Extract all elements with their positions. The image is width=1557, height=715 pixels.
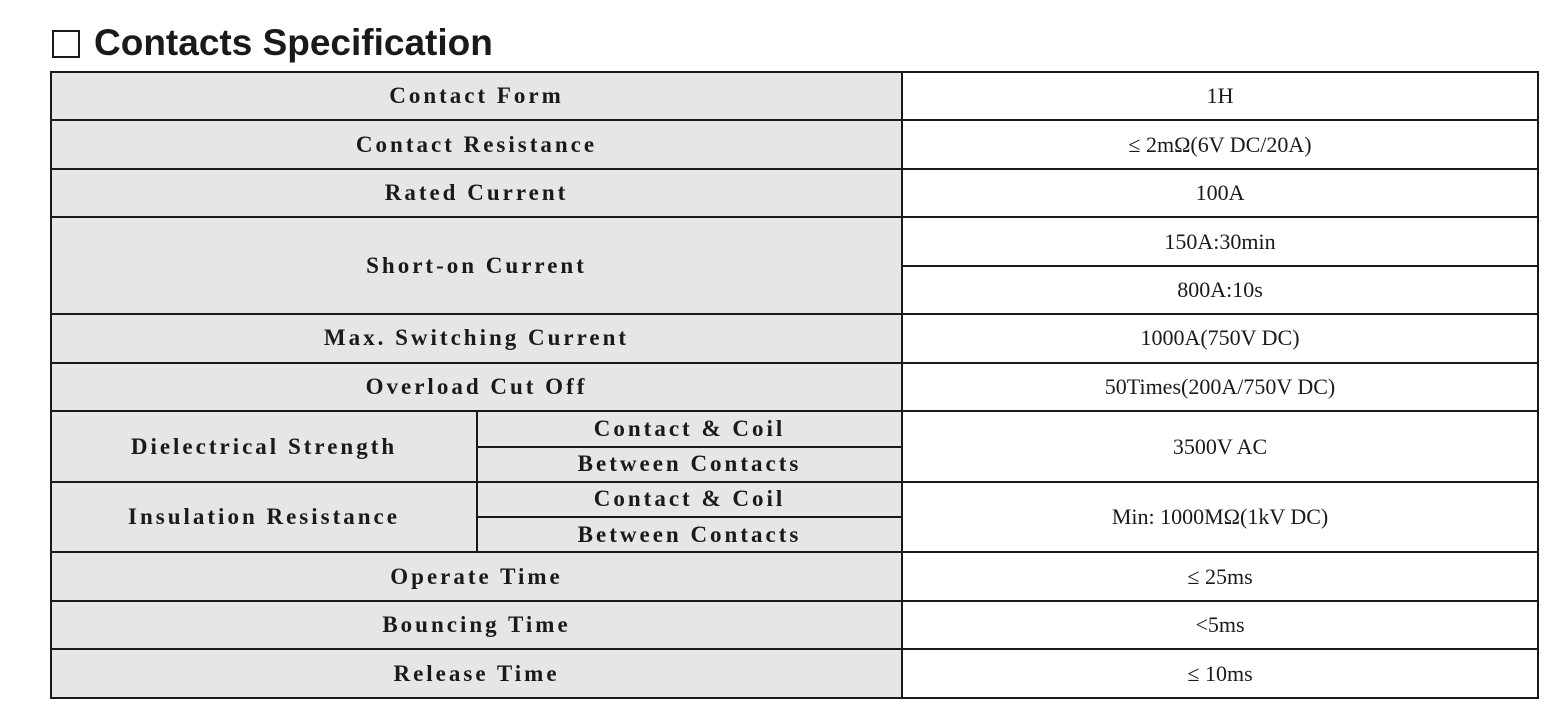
table-row (51, 411, 1538, 446)
table-row (51, 601, 1538, 649)
table-row (51, 169, 1538, 217)
row-label-contact-resistance: Contact Resistance (51, 120, 902, 168)
row-sublabel-between-contacts: Between Contacts (477, 517, 902, 552)
table-row (51, 120, 1538, 168)
row-label-bouncing-time: Bouncing Time (51, 601, 902, 649)
row-sublabel-contact-coil: Contact & Coil (477, 482, 902, 517)
row-value-overload-cut-off: 50Times(200A/750V DC) (902, 363, 1538, 411)
row-value-contact-form: 1H (902, 72, 1538, 120)
row-label-contact-form: Contact Form (51, 72, 902, 120)
row-sublabel-between-contacts: Between Contacts (477, 447, 902, 482)
table-row (51, 552, 1538, 600)
row-label-short-on-current: Short-on Current (51, 217, 902, 314)
row-label-max-switching-current: Max. Switching Current (51, 314, 902, 362)
row-value-short-on-current-1: 150A:30min (902, 217, 1538, 265)
row-value-bouncing-time: <5ms (902, 601, 1538, 649)
row-value-short-on-current-2: 800A:10s (902, 266, 1538, 314)
page-title: Contacts Specification (94, 22, 493, 63)
row-label-rated-current: Rated Current (51, 169, 902, 217)
row-label-release-time: Release Time (51, 649, 902, 698)
row-label-insulation-resistance: Insulation Resistance (51, 482, 477, 553)
row-label-overload-cut-off: Overload Cut Off (51, 363, 902, 411)
row-value-dielectrical-strength: 3500V AC (902, 411, 1538, 482)
row-value-insulation-resistance: Min: 1000MΩ(1kV DC) (902, 482, 1538, 553)
row-value-contact-resistance: ≤ 2mΩ(6V DC/20A) (902, 120, 1538, 168)
row-value-rated-current: 100A (902, 169, 1538, 217)
row-value-release-time: ≤ 10ms (902, 649, 1538, 698)
row-label-dielectrical-strength: Dielectrical Strength (51, 411, 477, 482)
row-value-operate-time: ≤ 25ms (902, 552, 1538, 600)
table-row (51, 314, 1538, 362)
checkbox-square-icon (52, 30, 80, 58)
table-row (51, 649, 1538, 698)
table-row (51, 72, 1538, 120)
row-sublabel-contact-coil: Contact & Coil (477, 411, 902, 446)
row-value-max-switching-current: 1000A(750V DC) (902, 314, 1538, 362)
row-label-operate-time: Operate Time (51, 552, 902, 600)
table-row (51, 482, 1538, 517)
table-row (51, 363, 1538, 411)
contacts-spec-table (50, 71, 1539, 699)
section-heading (52, 20, 493, 66)
table-row (51, 217, 1538, 265)
